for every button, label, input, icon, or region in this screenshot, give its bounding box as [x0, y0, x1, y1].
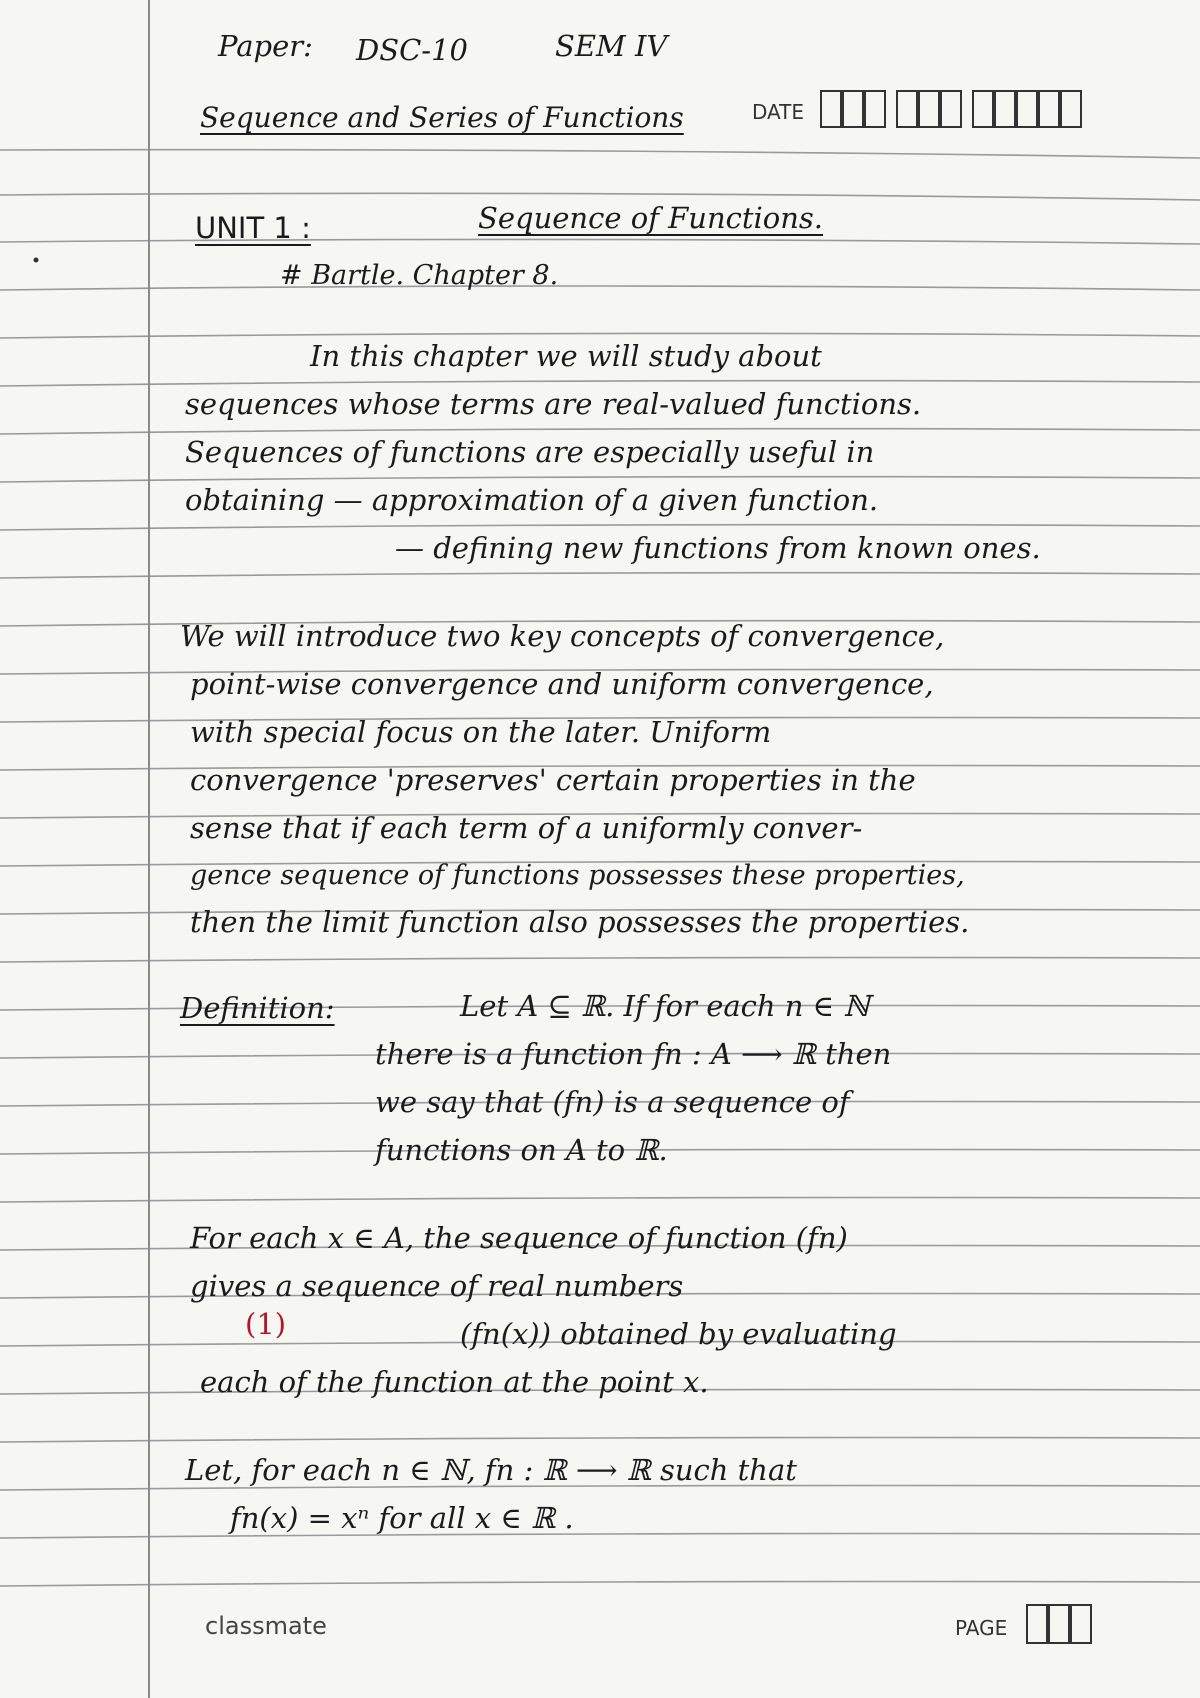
evaluation-line-4: each of the function at the point x. [200, 1365, 709, 1399]
convergence-line-4: convergence 'preserves' certain properties in the [190, 763, 916, 797]
evaluation-line-2: gives a sequence of real numbers [190, 1269, 684, 1303]
intro-line-4: obtaining — approximation of a given function. [185, 483, 879, 517]
definition-label: Definition: [180, 991, 335, 1025]
intro-line-2: sequences whose terms are real-valued functions. [185, 387, 922, 421]
page-boxes [1026, 1604, 1092, 1644]
date-label: DATE [752, 100, 805, 124]
example-line-2: fn(x) = xⁿ for all x ∈ ℝ . [230, 1501, 574, 1535]
definition-line-4: functions on A to ℝ. [375, 1133, 668, 1167]
evaluation-line-3: (fn(x)) obtained by evaluating [460, 1317, 897, 1351]
paper-label: Paper: [218, 29, 313, 63]
date-boxes [820, 90, 1082, 128]
intro-line-5: — defining new functions from known ones. [395, 531, 1041, 565]
page-label: PAGE [955, 1616, 1008, 1640]
unit-reference: # Bartle. Chapter 8. [280, 260, 559, 291]
evaluation-line-1: For each x ∈ A, the sequence of function (fn) [190, 1221, 848, 1255]
semester: SEM IV [555, 29, 668, 63]
unit-heading: UNIT 1 : [195, 211, 311, 245]
intro-line-1: In this chapter we will study about [310, 339, 822, 373]
convergence-line-7: then the limit function also possesses the properties. [190, 905, 970, 939]
convergence-line-1: We will introduce two key concepts of convergence, [180, 619, 945, 653]
unit-title: Sequence of Functions. [478, 201, 824, 235]
definition-line-2: there is a function fn : A ⟶ ℝ then [375, 1037, 892, 1071]
subject-title: Sequence and Series of Functions [200, 101, 684, 134]
intro-line-3: Sequences of functions are especially useful in [185, 435, 875, 469]
convergence-line-2: point-wise convergence and uniform convergence, [190, 667, 934, 701]
convergence-line-3: with special focus on the later. Uniform [190, 715, 772, 749]
example-line-1: Let, for each n ∈ ℕ, fn : ℝ ⟶ ℝ such that [185, 1453, 797, 1487]
paper-code: DSC-10 [356, 33, 469, 67]
equation-marker: (1) [245, 1307, 287, 1341]
convergence-line-5: sense that if each term of a uniformly conver- [190, 811, 863, 845]
definition-line-1: Let A ⊆ ℝ. If for each n ∈ ℕ [460, 989, 870, 1023]
classmate-logo: classmate [205, 1612, 327, 1640]
margin-line [148, 0, 150, 1698]
definition-line-3: we say that (fn) is a sequence of [375, 1085, 850, 1119]
convergence-line-6: gence sequence of functions possesses these properties, [190, 860, 965, 891]
